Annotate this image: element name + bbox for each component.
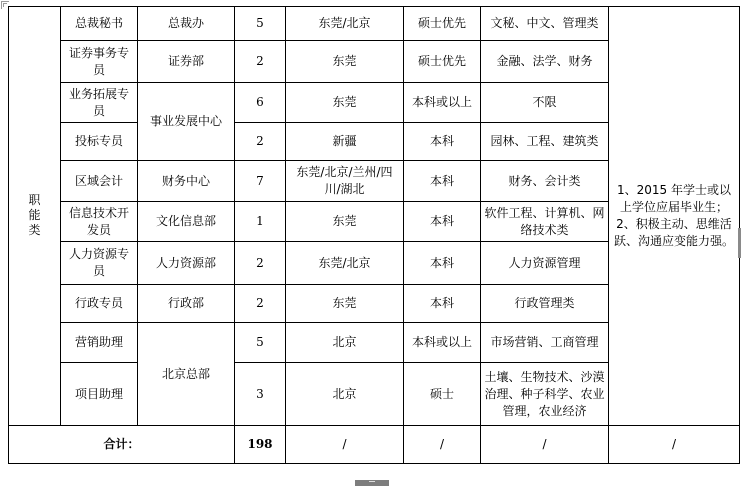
count-cell[interactable]: 2 [235, 41, 286, 83]
location-cell[interactable]: 东莞/北京 [286, 242, 404, 285]
table-row [9, 7, 740, 41]
location-cell[interactable]: 东莞 [286, 83, 404, 123]
education-cell[interactable]: 本科 [404, 202, 481, 242]
count-cell[interactable]: 6 [235, 83, 286, 123]
count-cell[interactable]: 5 [235, 7, 286, 41]
major-cell[interactable]: 文秘、中文、管理类 [481, 7, 609, 41]
total-row [9, 426, 740, 464]
position-cell[interactable]: 人力资源专员 [61, 242, 138, 285]
count-cell[interactable]: 7 [235, 161, 286, 202]
location-cell[interactable]: 东莞 [286, 285, 404, 323]
category-label: 职能类 [28, 193, 41, 237]
major-cell[interactable]: 土壤、生物技术、沙漠治理、种子科学、农业管理，农业经济 [481, 363, 609, 426]
department-cell[interactable]: 文化信息部 [138, 202, 235, 242]
education-cell[interactable]: 硕士优先 [404, 41, 481, 83]
total-education-cell[interactable]: / [404, 426, 481, 464]
location-cell[interactable]: 北京 [286, 323, 404, 363]
education-cell[interactable]: 硕士优先 [404, 7, 481, 41]
location-cell[interactable]: 东莞/北京/兰州/四川/湖北 [286, 161, 404, 202]
major-cell[interactable]: 人力资源管理 [481, 242, 609, 285]
education-cell[interactable]: 本科 [404, 285, 481, 323]
major-cell[interactable]: 行政管理类 [481, 285, 609, 323]
major-cell[interactable]: 软件工程、计算机、网络技术类 [481, 202, 609, 242]
education-cell[interactable]: 硕士 [404, 363, 481, 426]
total-requirements-cell[interactable]: / [609, 426, 740, 464]
total-count-cell[interactable]: 198 [235, 426, 286, 464]
count-cell[interactable]: 2 [235, 123, 286, 161]
location-cell[interactable]: 东莞/北京 [286, 7, 404, 41]
location-cell[interactable]: 东莞 [286, 202, 404, 242]
total-major-cell[interactable]: / [481, 426, 609, 464]
education-cell[interactable]: 本科 [404, 242, 481, 285]
position-cell[interactable]: 信息技术开发员 [61, 202, 138, 242]
category-cell[interactable] [9, 7, 61, 426]
count-cell[interactable]: 2 [235, 285, 286, 323]
position-cell[interactable]: 证券事务专员 [61, 41, 138, 83]
education-cell[interactable]: 本科或以上 [404, 323, 481, 363]
location-cell[interactable]: 北京 [286, 363, 404, 426]
position-cell[interactable]: 项目助理 [61, 363, 138, 426]
major-cell[interactable]: 市场营销、工商管理 [481, 323, 609, 363]
department-cell[interactable]: 人力资源部 [138, 242, 235, 285]
education-cell[interactable]: 本科 [404, 161, 481, 202]
department-cell[interactable]: 北京总部 [138, 323, 235, 426]
position-cell[interactable]: 区域会计 [61, 161, 138, 202]
major-cell[interactable]: 财务、会计类 [481, 161, 609, 202]
count-cell[interactable]: 5 [235, 323, 286, 363]
department-cell[interactable]: 行政部 [138, 285, 235, 323]
major-cell[interactable]: 园林、工程、建筑类 [481, 123, 609, 161]
requirements-cell[interactable] [609, 7, 740, 426]
position-cell[interactable]: 总裁秘书 [61, 7, 138, 41]
department-cell[interactable]: 证券部 [138, 41, 235, 83]
position-cell[interactable]: 行政专员 [61, 285, 138, 323]
position-cell[interactable]: 业务拓展专员 [61, 83, 138, 123]
recruitment-table [8, 6, 740, 464]
total-label-cell[interactable]: 合计： [9, 426, 235, 464]
position-cell[interactable]: 营销助理 [61, 323, 138, 363]
department-cell[interactable]: 事业发展中心 [138, 83, 235, 161]
education-cell[interactable]: 本科 [404, 123, 481, 161]
table-resize-handle-bottom[interactable] [355, 480, 389, 486]
major-cell[interactable]: 金融、法学、财务 [481, 41, 609, 83]
education-cell[interactable]: 本科或以上 [404, 83, 481, 123]
count-cell[interactable]: 3 [235, 363, 286, 426]
count-cell[interactable]: 2 [235, 242, 286, 285]
total-location-cell[interactable]: / [286, 426, 404, 464]
requirements-text: 1、2015 年学士或以上学位应届毕业生；2、积极主动、思维活跃、沟通应变能力强。 [613, 183, 734, 248]
count-cell[interactable]: 1 [235, 202, 286, 242]
location-cell[interactable]: 新疆 [286, 123, 404, 161]
department-cell[interactable]: 财务中心 [138, 161, 235, 202]
location-cell[interactable]: 东莞 [286, 41, 404, 83]
department-cell[interactable]: 总裁办 [138, 7, 235, 41]
position-cell[interactable]: 投标专员 [61, 123, 138, 161]
major-cell[interactable]: 不限 [481, 83, 609, 123]
